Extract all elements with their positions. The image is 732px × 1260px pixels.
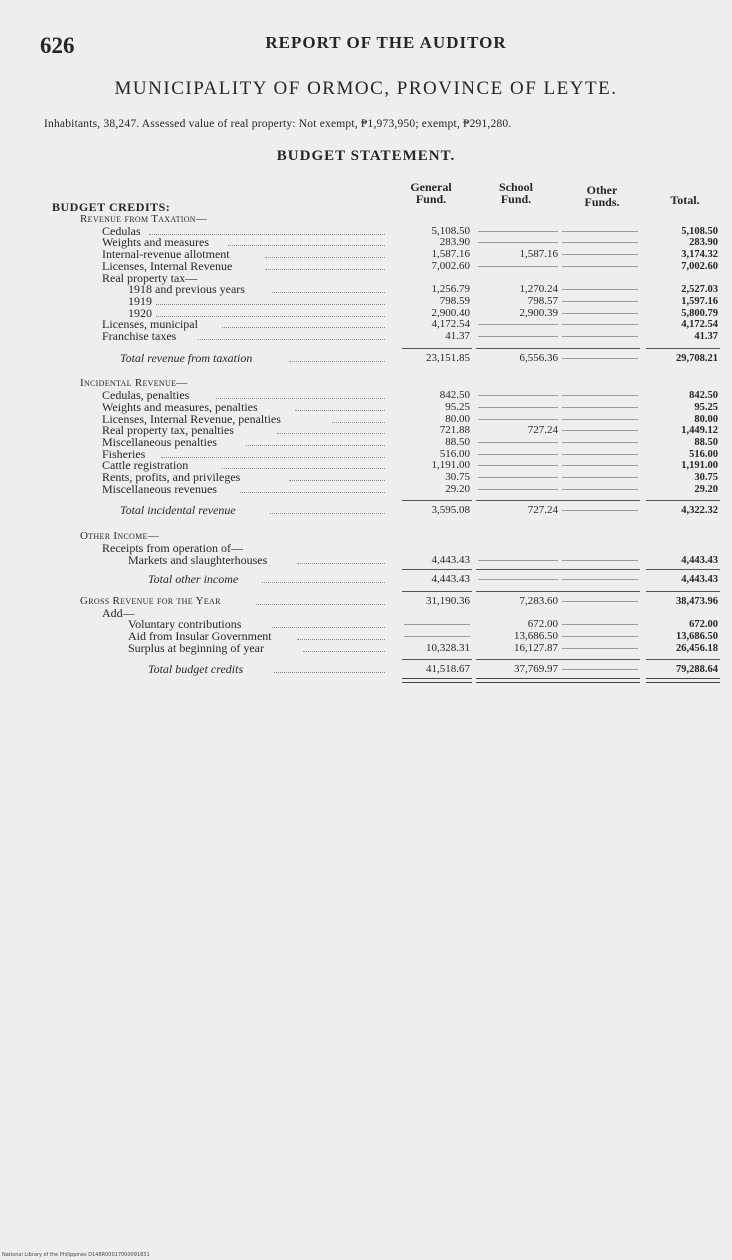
general-value: 1,191.00 [431,459,470,472]
school-value: 1,270.24 [519,283,558,296]
row-label: 1918 and previous years [128,282,245,297]
school-blank-dash [478,324,558,325]
dot-leader [297,563,385,564]
total-rule [560,659,640,660]
other-blank-dash [562,430,638,431]
dot-leader [156,304,385,305]
row-label: Total other income [148,572,239,587]
table-row [0,352,732,365]
row-label: Fisheries [102,446,146,461]
total-value: 283.90 [689,237,718,249]
row-label: Aid from Insular Government [128,629,272,643]
dot-leader [289,361,385,362]
total-value: 4,322.32 [681,505,718,517]
total-rule [646,591,720,592]
dot-leader [297,639,385,640]
total-rule [402,591,472,592]
dot-leader [303,651,385,652]
inhabitants-line: Inhabitants, 38,247. Assessed value of real property: Not exempt, ₱1,973,950; exempt, ₱291,280. [44,118,512,130]
double-rule [402,678,472,683]
school-blank-dash [478,395,558,396]
dot-leader [274,672,385,673]
total-value: 13,686.50 [676,631,718,642]
row-label: Licenses, Internal Revenue [102,258,233,273]
total-value: 5,800.79 [681,307,718,319]
table-row [0,663,732,676]
total-rule [560,591,640,592]
total-value: 80.00 [694,413,718,425]
column-header-other-funds [570,184,634,208]
total-value: 5,108.50 [681,225,718,237]
general-value: 31,190.36 [426,594,470,607]
row-label: Cedulas, penalties [102,388,190,403]
general-value: 88.50 [445,435,470,448]
other-blank-dash [562,489,638,490]
other-blank-dash [562,454,638,455]
table-row [0,330,732,343]
other-blank-dash [562,324,638,325]
dot-leader [262,582,385,583]
row-label: Cedulas [102,223,141,238]
school-blank-dash [478,560,558,561]
dot-leader [270,513,385,514]
row-label: Markets and slaughterhouses [128,552,268,567]
total-value: 26,456.18 [676,642,718,654]
general-value: 516.00 [439,447,470,460]
general-value: 1,587.16 [431,248,470,261]
other-blank-dash [562,419,638,420]
total-rule [402,500,472,501]
table-row [0,573,732,586]
double-rule [646,678,720,683]
dot-leader [289,480,385,481]
total-rule [476,659,560,660]
general-value: 10,328.31 [426,641,470,654]
total-rule [476,591,560,592]
total-rule [560,500,640,501]
row-label: Licenses, municipal [102,317,198,332]
column-header-line: General [410,180,452,194]
total-value: 4,172.54 [681,319,718,331]
total-value: 29,708.21 [676,352,718,364]
dot-leader [277,433,385,434]
general-value: 2,900.40 [431,306,470,319]
total-rule [560,348,640,349]
total-rule [646,348,720,349]
row-label: 1919 [128,293,152,308]
table-row [0,554,732,567]
other-blank-dash [562,477,638,478]
other-blank-dash [562,669,638,670]
dot-leader [222,468,385,469]
total-rule [402,659,472,660]
row-label: Add— [102,605,135,620]
row-label: Voluntary contributions [128,617,242,632]
double-rule [560,678,640,683]
total-value: 4,443.43 [681,574,718,586]
column-header-line: Fund. [415,192,447,206]
other-blank-dash [562,313,638,314]
column-header-school-fund [484,181,548,205]
column-header-line: School [498,180,533,194]
general-value: 23,151.85 [426,351,470,364]
total-rule [646,569,720,570]
total-rule [646,500,720,501]
school-blank-dash [478,419,558,420]
row-label: Cattle registration [102,458,189,473]
row-label: Surplus at beginning of year [128,640,264,655]
table-row [0,504,732,517]
other-blank-dash [562,442,638,443]
dot-leader [246,445,385,446]
school-value: 672.00 [527,618,558,631]
row-label: Total incidental revenue [120,503,236,518]
total-value: 7,002.60 [681,260,718,272]
other-blank-dash [562,624,638,625]
column-header-general-fund [396,181,466,205]
row-label: Gross Revenue for the Year [80,594,221,607]
school-blank-dash [478,579,558,580]
total-value: 29.20 [694,483,718,495]
general-value: 7,002.60 [431,259,470,272]
school-value: 2,900.39 [519,306,558,319]
running-title: REPORT OF THE AUDITOR [265,33,507,52]
school-blank-dash [478,454,558,455]
total-value: 1,449.12 [681,425,718,437]
column-header-total [652,194,718,206]
school-value: 16,127.87 [514,641,558,654]
school-value: 13,686.50 [514,630,558,642]
dot-leader [161,457,385,458]
other-blank-dash [562,301,638,302]
row-label: Real property tax, penalties [102,423,234,438]
total-value: 2,527.03 [681,284,718,296]
total-rule [402,348,472,349]
total-value: 842.50 [689,390,718,402]
general-value: 41,518.67 [426,663,470,676]
total-value: 88.50 [694,436,718,448]
other-blank-dash [562,579,638,580]
school-value: 727.24 [527,424,558,437]
page-number: 626 [40,33,75,58]
column-header-line: Fund. [500,192,532,206]
dot-leader [216,398,385,399]
table-row [0,483,732,496]
school-blank-dash [478,407,558,408]
total-rule [560,569,640,570]
municipality-heading: MUNICIPALITY OF ORMOC, PROVINCE OF LEYTE. [114,78,618,99]
school-value: 37,769.97 [514,663,558,676]
row-label: Real property tax— [102,270,198,285]
total-rule [476,348,560,349]
row-label: Miscellaneous penalties [102,434,217,449]
general-value: 3,595.08 [431,504,470,517]
total-rule [476,500,560,501]
row-label: Rents, profits, and privileges [102,470,241,484]
other-blank-dash [562,242,638,243]
row-label: Franchise taxes [102,329,177,343]
library-footer: National Library of the Philippines D148R00017000091831 [2,1252,150,1258]
general-value: 5,108.50 [431,224,470,237]
total-rule [476,569,560,570]
other-blank-dash [562,648,638,649]
other-blank-dash [562,358,638,359]
school-value: 727.24 [527,504,558,517]
other-blank-dash [562,266,638,267]
general-value: 80.00 [445,412,470,425]
row-label: Weights and measures [102,235,210,250]
dot-leader [228,245,385,246]
total-value: 4,443.43 [681,554,718,566]
total-value: 672.00 [689,619,718,631]
other-blank-dash [562,254,638,255]
school-value: 1,587.16 [519,248,558,261]
row-label: Weights and measures, penalties [102,399,258,414]
other-blank-dash [562,510,638,511]
total-value: 30.75 [694,472,718,483]
school-blank-dash [478,477,558,478]
school-blank-dash [478,336,558,337]
other-blank-dash [562,289,638,290]
total-value: 516.00 [689,448,718,460]
dot-leader [265,269,385,270]
row-label: Other Income— [80,530,160,543]
budget-credits-heading: BUDGET CREDITS: [52,200,171,214]
general-value: 721.88 [439,424,470,437]
general-value: 4,172.54 [431,318,470,331]
total-rule [646,659,720,660]
general-blank-dash [404,636,470,637]
general-value: 283.90 [439,236,470,249]
general-value: 4,443.43 [431,553,470,566]
dot-leader [240,492,385,493]
total-rule [402,569,472,570]
other-blank-dash [562,601,638,602]
double-rule [476,678,560,683]
dot-leader [198,339,386,340]
school-blank-dash [478,242,558,243]
school-blank-dash [478,489,558,490]
general-value: 842.50 [439,389,470,402]
dot-leader [265,257,385,258]
school-blank-dash [478,465,558,466]
general-value: 29.20 [445,482,470,495]
other-blank-dash [562,636,638,637]
total-value: 3,174.32 [681,249,718,261]
dot-leader [272,292,385,293]
row-label: Revenue from Taxation— [80,213,208,225]
row-label: Total budget credits [148,662,244,677]
row-label: Miscellaneous revenues [102,481,217,496]
school-value: 6,556.36 [519,351,558,364]
total-value: 41.37 [694,331,718,342]
other-blank-dash [562,231,638,232]
total-value: 95.25 [694,401,718,413]
column-header-line: Other [586,183,618,197]
school-blank-dash [478,266,558,267]
row-label: Total revenue from taxation [120,350,253,365]
row-label: 1920 [128,305,152,320]
row-label: Receipts from operation of— [102,540,243,555]
row-label: Internal-revenue allotment [102,247,230,262]
row-label: Incidental Revenue— [80,377,188,390]
general-value: 798.59 [439,294,470,307]
general-value: 41.37 [445,330,470,342]
other-blank-dash [562,407,638,408]
row-label: Licenses, Internal Revenue, penalties [102,411,281,426]
total-value: 38,473.96 [676,595,718,607]
school-blank-dash [478,442,558,443]
other-blank-dash [562,395,638,396]
general-value: 30.75 [445,471,470,483]
other-blank-dash [562,336,638,337]
table-row [0,642,732,655]
general-blank-dash [404,624,470,625]
total-value: 1,191.00 [681,460,718,472]
school-value: 798.57 [527,294,558,307]
general-value: 95.25 [445,400,470,413]
dot-leader [295,410,385,411]
column-header-line: Funds. [584,195,620,209]
statement-title: BUDGET STATEMENT. [276,148,456,164]
school-value: 7,283.60 [519,594,558,607]
total-value: 1,597.16 [681,295,718,307]
total-value: 79,288.64 [676,664,718,676]
other-blank-dash [562,465,638,466]
general-value: 4,443.43 [431,573,470,586]
other-blank-dash [562,560,638,561]
dot-leader [332,422,385,423]
school-blank-dash [478,231,558,232]
dot-leader [222,327,385,328]
dot-leader [272,627,385,628]
general-value: 1,256.79 [431,283,470,296]
column-header-line: Total. [670,193,700,207]
dot-leader [256,604,385,605]
